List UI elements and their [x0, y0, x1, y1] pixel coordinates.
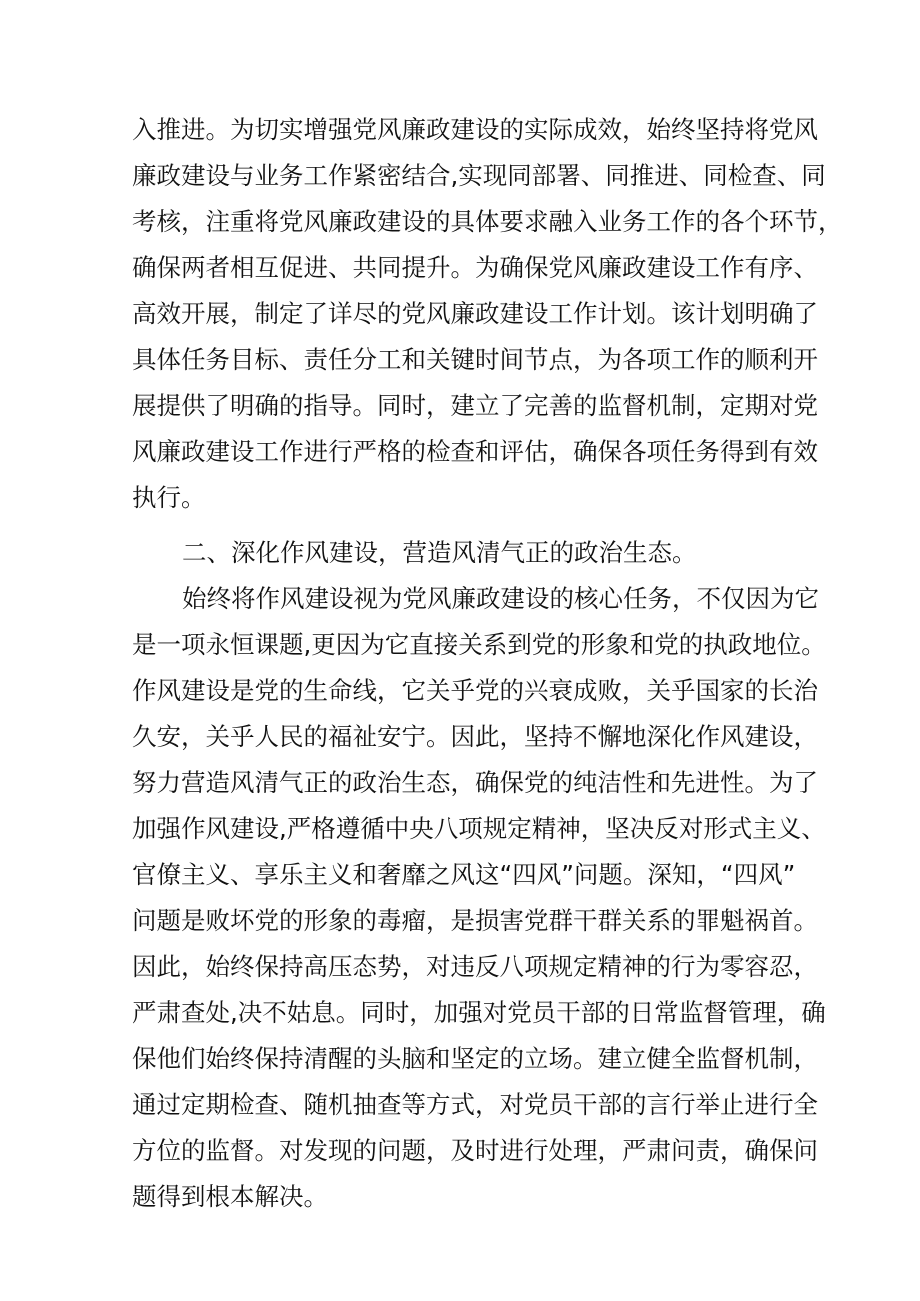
- paragraph-line: 确保两者相互促进、共同提升。为确保党风廉政建设工作有序、: [132, 253, 818, 282]
- paragraph-2: [132, 576, 826, 1220]
- paragraph-line: 久安，关乎人民的福祉安宁。因此，坚持不懈地深化作风建设，: [132, 722, 818, 751]
- paragraph-line: 因此，始终保持高压态势，对违反八项规定精神的行为零容忍，: [132, 952, 818, 981]
- paragraph-line: 努力营造风清气正的政治生态，确保党的纯洁性和先进性。为了: [132, 768, 818, 797]
- paragraph-line: 严肃查处,决不姑息。同时，加强对党员干部的日常监督管理，确: [132, 998, 826, 1027]
- paragraph-line: 执行。: [132, 483, 206, 512]
- paragraph-line: 风廉政建设工作进行严格的检查和评估，确保各项任务得到有效: [132, 437, 818, 466]
- paragraph-line: 始终将作风建设视为党风廉政建设的核心任务，不仅因为它: [182, 584, 819, 613]
- paragraph-line: 廉政建设与业务工作紧密结合,实现同部署、同推进、同检查、同: [132, 161, 826, 190]
- paragraph-line: 入推进。为切实增强党风廉政建设的实际成效，始终坚持将党风: [132, 115, 818, 144]
- paragraph-line: 具体任务目标、责任分工和关键时间节点，为各项工作的顺利开: [132, 345, 818, 374]
- paragraph-line: 考核，注重将党风廉政建设的具体要求融入业务工作的各个环节，: [132, 207, 843, 236]
- section-heading: 二、深化作风建设，营造风清气正的政治生态。: [182, 538, 697, 567]
- paragraph-line: 题得到根本解决。: [132, 1182, 328, 1211]
- paragraph-line: 保他们始终保持清醒的头脑和坚定的立场。建立健全监督机制，: [132, 1044, 818, 1073]
- paragraph-line: 加强作风建设,严格遵循中央八项规定精神，坚决反对形式主义、: [132, 814, 826, 843]
- paragraph-line: 是一项永恒课题,更因为它直接关系到党的形象和党的执政地位。: [132, 630, 826, 659]
- paragraph-1: [132, 107, 843, 521]
- section-heading-2: [132, 530, 802, 576]
- paragraph-line: 方位的监督。对发现的问题，及时进行处理，严肃问责，确保问: [132, 1136, 818, 1165]
- paragraph-line: 官僚主义、享乐主义和奢靡之风这“四风”问题。深知，“四风”: [132, 860, 796, 889]
- paragraph-line: 作风建设是党的生命线，它关乎党的兴衰成败，关乎国家的长治: [132, 676, 818, 705]
- paragraph-line: 通过定期检查、随机抽查等方式，对党员干部的言行举止进行全: [132, 1090, 818, 1119]
- paragraph-line: 问题是败坏党的形象的毒瘤，是损害党群干群关系的罪魁祸首。: [132, 906, 818, 935]
- paragraph-line: 展提供了明确的指导。同时，建立了完善的监督机制，定期对党: [132, 391, 818, 420]
- paragraph-line: 高效开展，制定了详尽的党风廉政建设工作计划。该计划明确了: [132, 299, 818, 328]
